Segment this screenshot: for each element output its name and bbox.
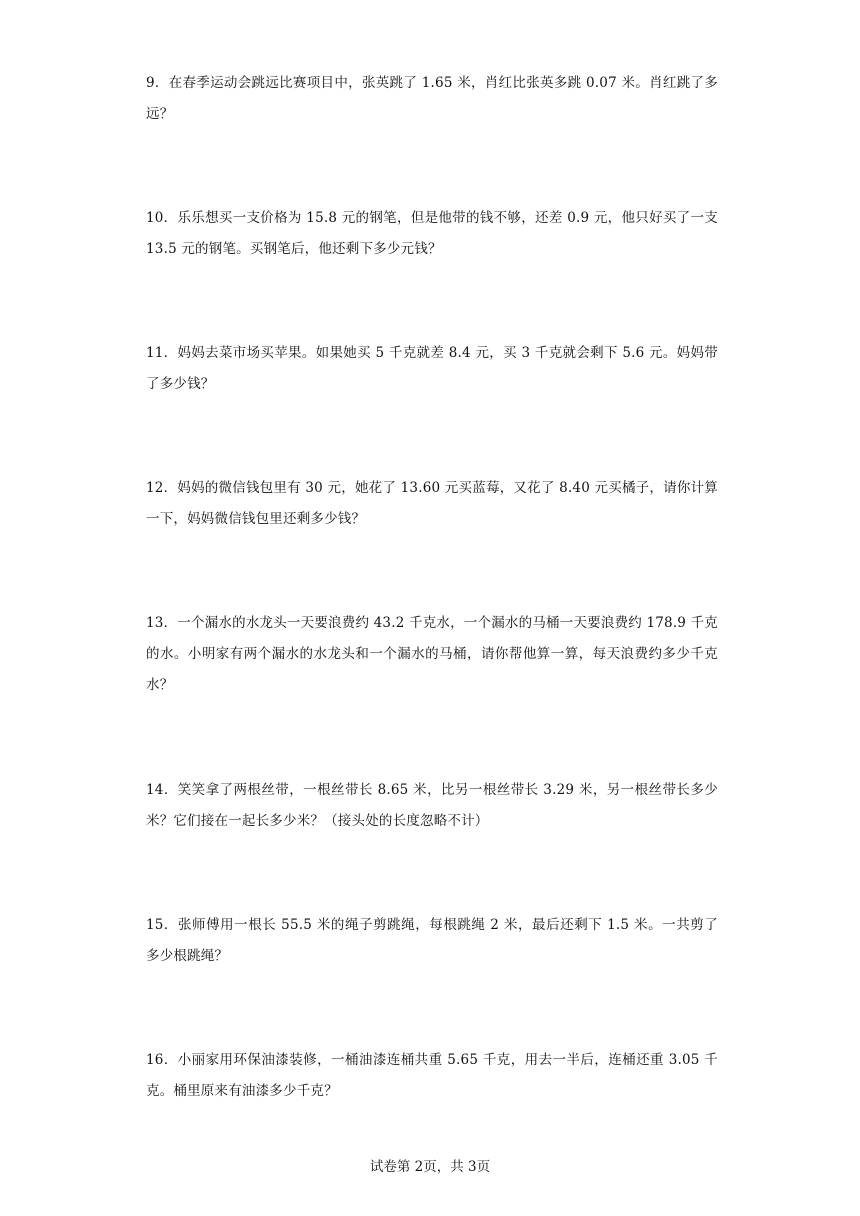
question-number: 10． (146, 210, 178, 226)
question-text: 妈妈去菜市场买苹果。如果她买 5 千克就差 8.4 元，买 3 千克就会剩下 5.6 元。妈妈带了多少钱？ (146, 345, 719, 392)
question-11 (146, 338, 718, 400)
question-text: 乐乐想买一支价格为 15.8 元的钢笔，但是他带的钱不够，还差 0.9 元，他只好买了一支 13.5 元的钢笔。买钢笔后，他还剩下多少元钱？ (146, 210, 718, 257)
question-number: 16． (146, 1052, 178, 1068)
question-10 (146, 203, 718, 265)
question-15 (146, 910, 718, 972)
question-number: 9． (146, 75, 169, 91)
question-14 (146, 775, 718, 837)
question-13 (146, 608, 718, 701)
question-number: 14． (146, 782, 178, 798)
question-number: 12． (146, 480, 178, 496)
question-text: 一个漏水的水龙头一天要浪费约 43.2 千克水，一个漏水的马桶一天要浪费约 178.9 千克的水。小明家有两个漏水的水龙头和一个漏水的马桶，请你帮他算一算，每天浪费约多少千克水？ (146, 615, 719, 693)
question-9 (146, 68, 718, 130)
question-text: 小丽家用环保油漆装修，一桶油漆连桶共重 5.65 千克，用去一半后，连桶还重 3.05 千克。桶里原来有油漆多少千克？ (146, 1052, 718, 1099)
question-16 (146, 1045, 718, 1107)
question-text: 张师傅用一根长 55.5 米的绳子剪跳绳，每根跳绳 2 米，最后还剩下 1.5 米。一共剪了多少根跳绳？ (146, 917, 718, 964)
question-text: 在春季运动会跳远比赛项目中，张英跳了 1.65 米，肖红比张英多跳 0.07 米。肖红跳了多远？ (146, 75, 718, 122)
question-number: 13． (146, 615, 178, 631)
question-number: 11． (146, 345, 178, 361)
question-text: 笑笑拿了两根丝带，一根丝带长 8.65 米，比另一根丝带长 3.29 米，另一根丝带长多少米？它们接在一起长多少米？（接头处的长度忽略不计） (146, 782, 718, 829)
question-number: 15． (146, 917, 178, 933)
page-footer: 试卷第 2页，共 3页 (369, 1159, 491, 1175)
question-12 (146, 473, 718, 535)
question-text: 妈妈的微信钱包里有 30 元，她花了 13.60 元买蓝莓，又花了 8.40 元买橘子，请你计算一下，妈妈微信钱包里还剩多少钱？ (146, 480, 719, 527)
